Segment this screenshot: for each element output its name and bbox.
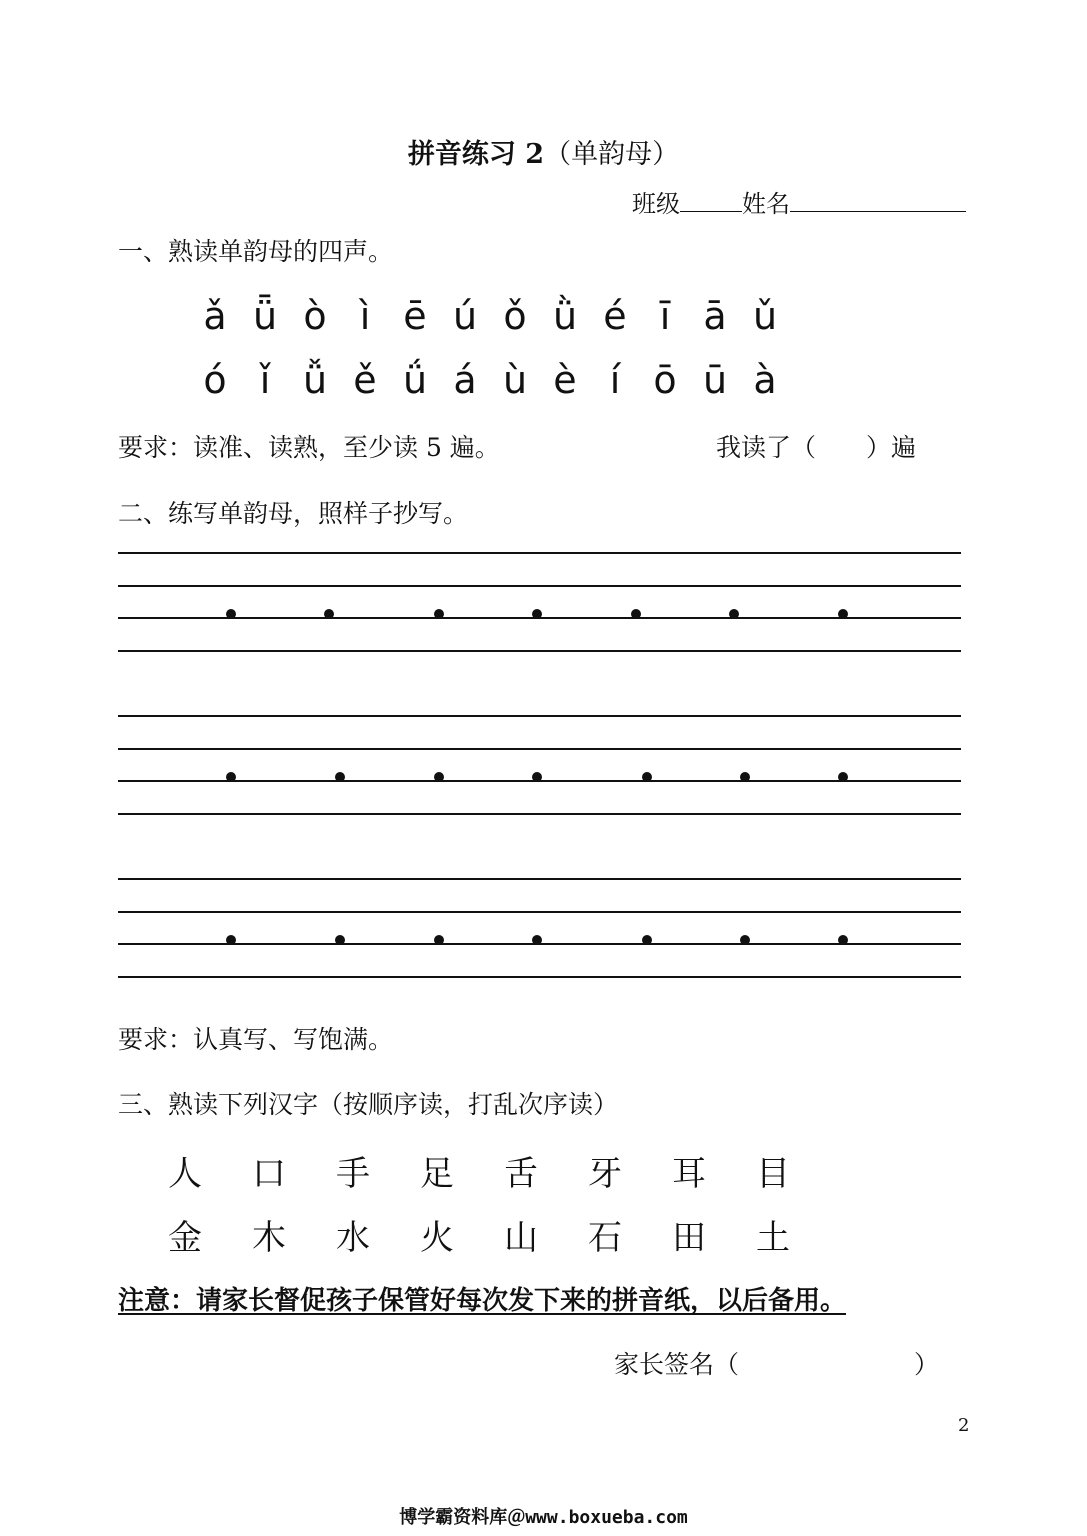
pinyin-letter: ǒ bbox=[503, 294, 527, 338]
hanzi-char: 木 bbox=[252, 1218, 286, 1258]
pinyin-letter: ā bbox=[703, 294, 727, 338]
pinyin-letter: ú bbox=[452, 294, 478, 338]
pinyin-letter: ī bbox=[659, 294, 671, 338]
writing-guide-line bbox=[118, 911, 961, 913]
hanzi-char: 火 bbox=[420, 1218, 454, 1258]
pinyin-letter: ǐ bbox=[259, 358, 271, 402]
hanzi-char: 口 bbox=[252, 1154, 286, 1194]
pinyin-letter: ě bbox=[353, 358, 377, 402]
writing-guide-dot bbox=[335, 772, 345, 782]
pinyin-letter: í bbox=[609, 358, 621, 402]
hanzi-char: 牙 bbox=[588, 1154, 622, 1194]
char-row-1 bbox=[168, 1146, 840, 1195]
read-count[interactable]: 我读了（ ）遍 bbox=[716, 433, 917, 462]
writing-guide-line bbox=[118, 715, 961, 717]
hanzi-char: 田 bbox=[672, 1218, 706, 1258]
page-number: 2 bbox=[958, 1415, 970, 1436]
title-main: 拼音练习 2 bbox=[407, 139, 545, 170]
writing-guide-dot bbox=[532, 609, 542, 619]
section2-requirement: 要求：认真写、写饱满。 bbox=[118, 1025, 394, 1054]
hanzi-char: 土 bbox=[756, 1218, 790, 1258]
section1-requirement: 要求：读准、读熟，至少读 5 遍。 bbox=[118, 433, 500, 462]
class-blank[interactable] bbox=[680, 189, 742, 212]
writing-guide-dot bbox=[740, 772, 750, 782]
writing-guide-dot bbox=[434, 772, 444, 782]
writing-guide-line bbox=[118, 650, 961, 652]
pinyin-letter: ù bbox=[502, 358, 528, 402]
pinyin-letter: ē bbox=[403, 294, 427, 338]
pinyin-letter: ó bbox=[203, 358, 227, 402]
writing-guide-line bbox=[118, 878, 961, 880]
writing-guide-dot bbox=[642, 772, 652, 782]
writing-guide-dot bbox=[324, 609, 334, 619]
writing-guide-line bbox=[118, 976, 961, 978]
pinyin-letter: ì bbox=[359, 294, 371, 338]
name-blank[interactable] bbox=[790, 189, 966, 212]
hanzi-char: 石 bbox=[588, 1218, 622, 1258]
writing-guide-dot bbox=[434, 935, 444, 945]
hanzi-char: 水 bbox=[336, 1218, 370, 1258]
section1-heading: 一、熟读单韵母的四声。 bbox=[118, 237, 394, 266]
writing-guide-dot bbox=[335, 935, 345, 945]
writing-guide-dot bbox=[434, 609, 444, 619]
writing-guide-dot bbox=[740, 935, 750, 945]
hanzi-char: 山 bbox=[504, 1218, 538, 1258]
writing-guide-dot bbox=[729, 609, 739, 619]
pinyin-letter: è bbox=[553, 358, 577, 402]
hanzi-char: 耳 bbox=[672, 1154, 706, 1194]
hanzi-char: 手 bbox=[336, 1154, 370, 1194]
pinyin-letter: à bbox=[753, 358, 777, 402]
class-name-fields bbox=[632, 184, 966, 219]
footer-watermark: 博学霸资料库＠www.boxueba.com bbox=[399, 1507, 688, 1528]
writing-guide-dot bbox=[226, 935, 236, 945]
char-row-2 bbox=[168, 1210, 840, 1259]
writing-guide-dot bbox=[838, 609, 848, 619]
pinyin-letter: ǖ bbox=[252, 294, 278, 338]
pinyin-letter: ǘ bbox=[402, 358, 428, 402]
hanzi-char: 足 bbox=[420, 1154, 454, 1194]
pinyin-letter: ǔ bbox=[752, 294, 778, 338]
writing-guide-line bbox=[118, 552, 961, 554]
pinyin-letter: á bbox=[453, 358, 477, 402]
pinyin-row-2 bbox=[190, 358, 790, 402]
hanzi-char: 目 bbox=[756, 1154, 790, 1194]
writing-guide-line bbox=[118, 748, 961, 750]
name-label: 姓名 bbox=[742, 190, 790, 218]
pinyin-letter: é bbox=[603, 294, 627, 338]
hanzi-char: 舌 bbox=[504, 1154, 538, 1194]
pinyin-letter: ǜ bbox=[552, 294, 578, 338]
pinyin-letter: ō bbox=[653, 358, 677, 402]
pinyin-row-1 bbox=[190, 294, 790, 338]
writing-guide-dot bbox=[226, 609, 236, 619]
writing-guide-line bbox=[118, 813, 961, 815]
page-title bbox=[0, 132, 1087, 171]
writing-guide-dot bbox=[642, 935, 652, 945]
writing-guide-dot bbox=[631, 609, 641, 619]
class-label: 班级 bbox=[632, 190, 680, 218]
writing-guide-line bbox=[118, 585, 961, 587]
pinyin-letter: ū bbox=[702, 358, 728, 402]
hanzi-char: 金 bbox=[168, 1218, 202, 1258]
writing-guide-dot bbox=[838, 772, 848, 782]
parent-signature[interactable]: 家长签名（ ） bbox=[614, 1350, 940, 1379]
section2-heading: 二、练写单韵母，照样子抄写。 bbox=[118, 499, 469, 528]
pinyin-letter: ǎ bbox=[203, 294, 227, 338]
pinyin-letter: ò bbox=[303, 294, 327, 338]
section3-heading: 三、熟读下列汉字（按顺序读，打乱次序读） bbox=[118, 1090, 619, 1119]
title-sub: （单韵母） bbox=[544, 139, 680, 170]
writing-guide-dot bbox=[532, 935, 542, 945]
writing-guide-dot bbox=[838, 935, 848, 945]
parent-notice: 注意：请家长督促孩子保管好每次发下来的拼音纸，以后备用。 bbox=[118, 1286, 847, 1316]
pinyin-letter: ǚ bbox=[302, 358, 328, 402]
writing-guide-dot bbox=[226, 772, 236, 782]
hanzi-char: 人 bbox=[168, 1154, 202, 1194]
writing-guide-dot bbox=[532, 772, 542, 782]
